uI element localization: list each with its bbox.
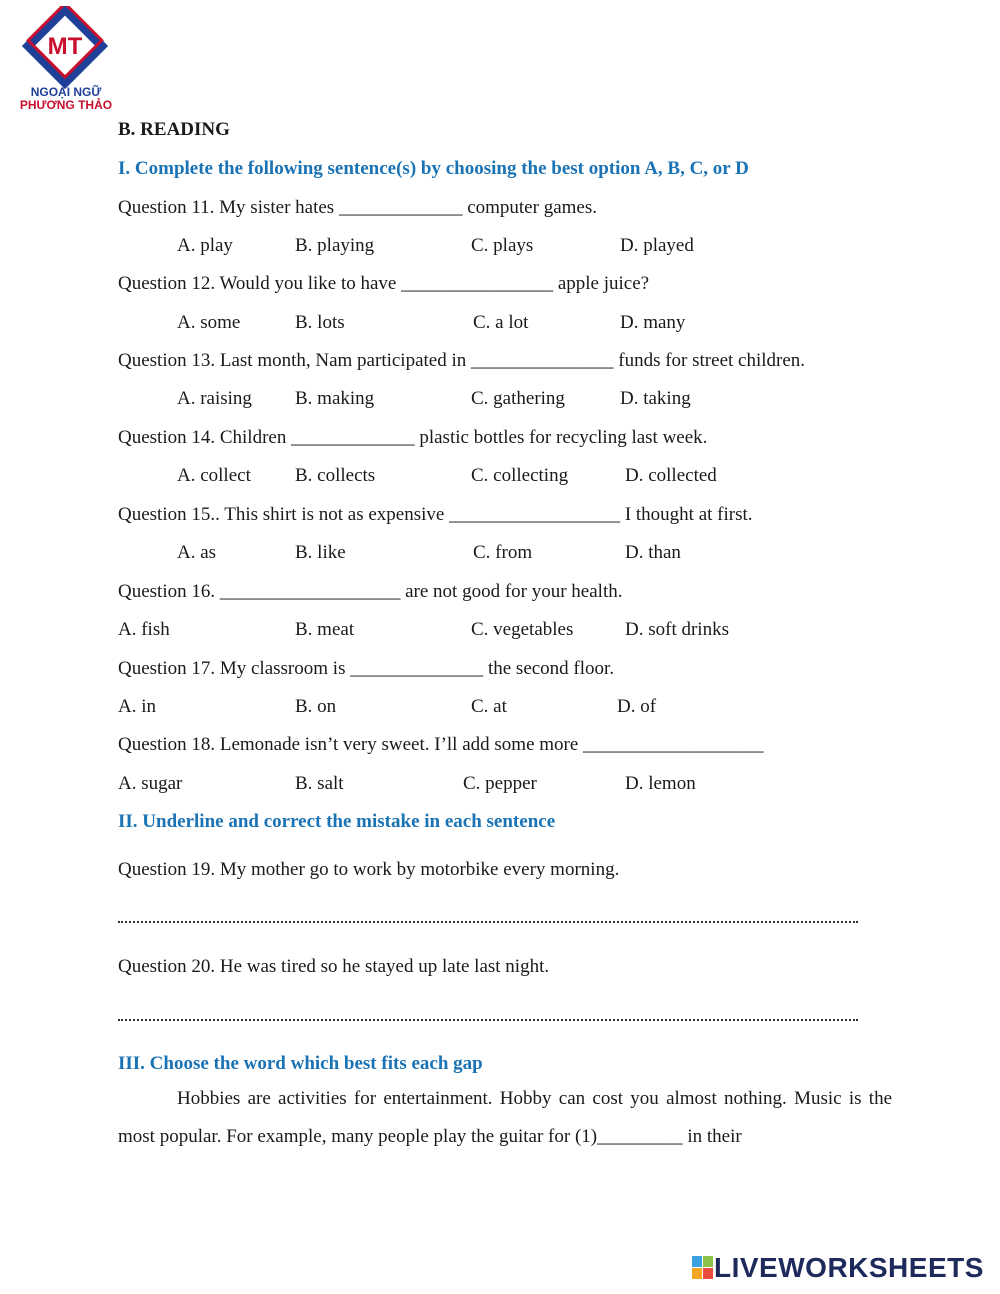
q11-option-b[interactable]: B. playing bbox=[295, 235, 375, 256]
q15-option-c[interactable]: C. from bbox=[473, 542, 533, 563]
question-19: Question 19. My mother go to work by motorbike every morning. bbox=[118, 859, 620, 880]
q20-answer-line[interactable] bbox=[118, 1013, 858, 1021]
q16-option-b[interactable]: B. meat bbox=[295, 619, 355, 640]
q12-option-a[interactable]: A. some bbox=[177, 312, 241, 333]
q13-option-a[interactable]: A. raising bbox=[177, 388, 252, 409]
q17-option-c[interactable]: C. at bbox=[471, 696, 507, 717]
q17-option-b[interactable]: B. on bbox=[295, 696, 337, 717]
question-12: Question 12. Would you like to have ________________ apple juice? bbox=[118, 273, 650, 294]
logo-wordmark bbox=[12, 86, 120, 112]
q15-option-b[interactable]: B. like bbox=[295, 542, 346, 563]
q17-option-a[interactable]: A. in bbox=[118, 696, 156, 717]
q12-option-d[interactable]: D. many bbox=[620, 312, 686, 333]
q19-answer-line[interactable] bbox=[118, 915, 858, 923]
q18-option-b[interactable]: B. salt bbox=[295, 773, 344, 794]
q14-option-a[interactable]: A. collect bbox=[177, 465, 251, 486]
question-17: Question 17. My classroom is ______________ the second floor. bbox=[118, 658, 615, 679]
liveworksheets-wordmark: LIVEWORKSHEETS bbox=[714, 1252, 984, 1283]
question-14: Question 14. Children _____________ plastic bottles for recycling last week. bbox=[118, 427, 708, 448]
q14-option-c[interactable]: C. collecting bbox=[471, 465, 569, 486]
question-20: Question 20. He was tired so he stayed up late last night. bbox=[118, 956, 550, 977]
q18-option-c[interactable]: C. pepper bbox=[463, 773, 537, 794]
q16-option-a[interactable]: A. fish bbox=[118, 619, 170, 640]
q14-option-b[interactable]: B. collects bbox=[295, 465, 376, 486]
q18-option-d[interactable]: D. lemon bbox=[625, 773, 696, 794]
reading-passage: Hobbies are activities for entertainment. Hobby can cost you almost nothing. Music is the most popular. For example, many people play the guitar for (1)_________ in their bbox=[118, 1088, 892, 1147]
liveworksheets-brand bbox=[692, 1252, 984, 1284]
q13-option-d[interactable]: D. taking bbox=[620, 388, 691, 409]
q11-option-d[interactable]: D. played bbox=[620, 235, 694, 256]
q11-option-c[interactable]: C. plays bbox=[471, 235, 534, 256]
q16-option-d[interactable]: D. soft drinks bbox=[625, 619, 729, 640]
section-title: B. READING bbox=[118, 119, 230, 140]
q17-option-d[interactable]: D. of bbox=[617, 696, 657, 717]
liveworksheets-icon bbox=[692, 1256, 714, 1280]
part1-heading: I. Complete the following sentence(s) by choosing the best option A, B, C, or D bbox=[118, 158, 749, 179]
logo-line-1: NGOẠI NGỮ bbox=[30, 85, 102, 99]
question-16: Question 16. ___________________ are not good for your health. bbox=[118, 581, 623, 602]
logo-line-2: PHƯƠNG THẢO bbox=[19, 98, 113, 112]
q12-option-c[interactable]: C. a lot bbox=[473, 312, 529, 333]
logo-monogram: MT bbox=[47, 33, 83, 60]
q15-option-a[interactable]: A. as bbox=[177, 542, 217, 563]
q16-option-c[interactable]: C. vegetables bbox=[471, 619, 574, 640]
q13-option-c[interactable]: C. gathering bbox=[471, 388, 565, 409]
q12-option-b[interactable]: B. lots bbox=[295, 312, 345, 333]
q18-option-a[interactable]: A. sugar bbox=[118, 773, 183, 794]
q14-option-d[interactable]: D. collected bbox=[625, 465, 717, 486]
q13-option-b[interactable]: B. making bbox=[295, 388, 375, 409]
question-18: Question 18. Lemonade isn’t very sweet. I’ll add some more ___________________ bbox=[118, 734, 764, 755]
part2-heading: II. Underline and correct the mistake in each sentence bbox=[118, 811, 556, 832]
question-11: Question 11. My sister hates _____________ computer games. bbox=[118, 197, 597, 218]
q11-option-a[interactable]: A. play bbox=[177, 235, 233, 256]
question-13: Question 13. Last month, Nam participated in _______________ funds for street children. bbox=[118, 350, 806, 371]
question-15: Question 15.. This shirt is not as expensive __________________ I thought at first. bbox=[118, 504, 753, 525]
q15-option-d[interactable]: D. than bbox=[625, 542, 681, 563]
part3-heading: III. Choose the word which best fits each gap bbox=[118, 1053, 483, 1074]
